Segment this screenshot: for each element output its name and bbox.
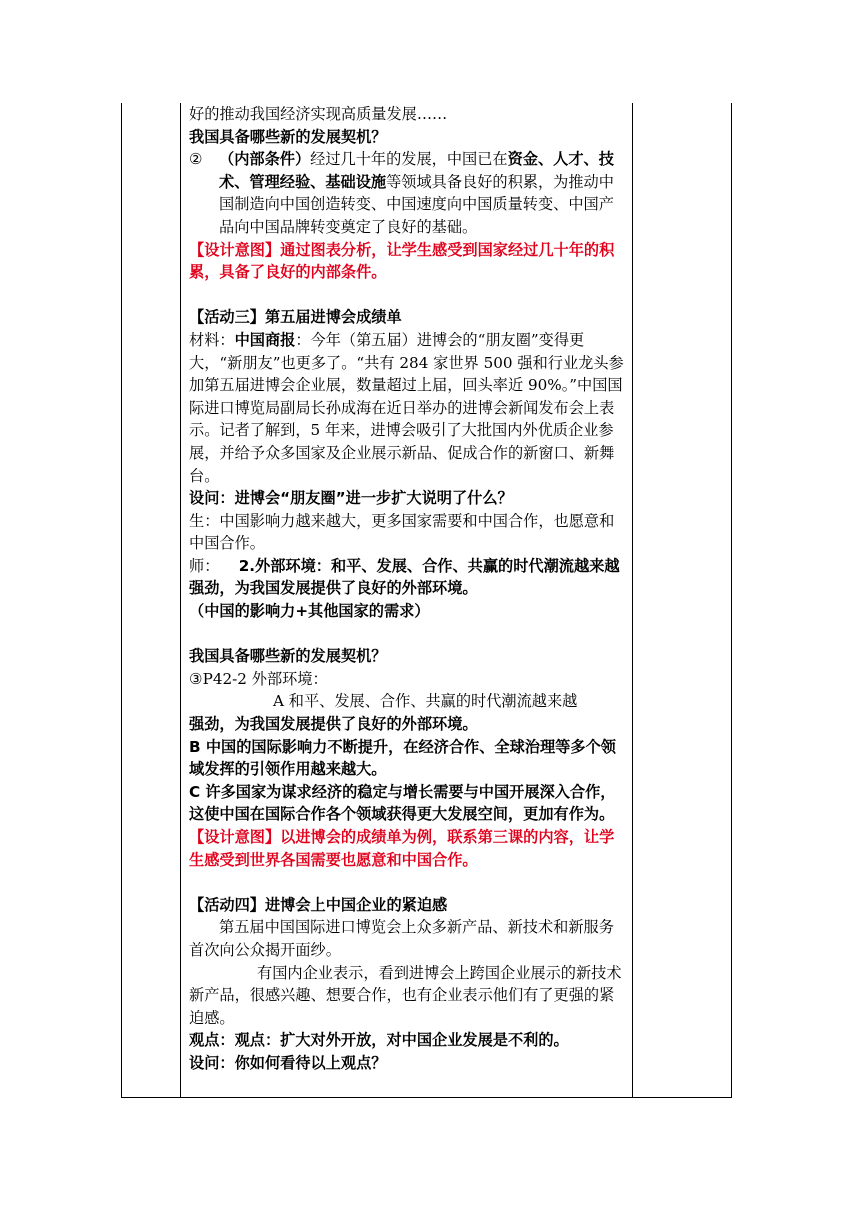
section-label: ③P42-2 外部环境： [189, 669, 328, 688]
viewpoint-line: 观点：观点：扩大对外开放，对中国企业发展是不利的。 [189, 1031, 569, 1050]
table-border-col1 [180, 103, 181, 1097]
teacher-statement [189, 555, 629, 600]
teacher-label: 师： [189, 556, 220, 575]
text-span: 经过几十年的发展，中国已在 [310, 150, 508, 169]
design-intent-text: 通过图表分析，让学生感受到国家经过几十年的积累，具备了良好的内部条件。 [189, 240, 615, 282]
question-line: 设问：进博会“朋友圈”进一步扩大说明了什么？ [189, 489, 513, 508]
text-line: 好的推动我国经济实现高质量发展…… [189, 105, 448, 123]
question-line: 设问：你如何看待以上观点？ [189, 1053, 387, 1072]
point-a-rest: 强劲，为我国发展提供了良好的外部环境。 [189, 715, 478, 734]
activity-four-heading: 【活动四】进博会上中国企业的紧迫感 [189, 895, 448, 914]
material-source: 中国商报 [234, 330, 296, 349]
design-intent-note [189, 826, 629, 871]
question-heading: 我国具备哪些新的发展契机？ [189, 647, 387, 666]
point-b: B 中国的国际影响力不断提升，在经济合作、全球治理等多个领域发挥的引领作用越来越大。 [189, 737, 616, 779]
point-c: C 许多国家为谋求经济的稳定与增长需要与中国开展深入合作，这使中国在国际合作各个领域获得更大发展空间，更加有作为。 [189, 782, 616, 824]
material-label: 材料： [189, 330, 235, 349]
summary-note: （中国的影响力+其他国家的需求） [189, 602, 430, 621]
design-intent-text: 以进博会的成绩单为例，联系第三课的内容，让学生感受到世界各国需要也愿意和中国合作。 [189, 828, 615, 869]
student-answer: 生：中国影响力越来越大，更多国家需要和中国合作，也愿意和中国合作。 [189, 511, 615, 553]
material-paragraph [189, 329, 629, 487]
activity-three-heading: 【活动三】第五届进博会成绩单 [189, 308, 402, 327]
table-border-left [121, 103, 122, 1097]
question-heading: 我国具备哪些新的发展契机？ [189, 127, 387, 146]
point-a [189, 690, 629, 735]
item-number: ② [189, 150, 203, 169]
table-border-right [731, 103, 732, 1097]
point-a-first: A 和平、发展、合作、共赢的时代潮流越来越 [273, 692, 578, 711]
material-text: ：今年（第五届）进博会的“朋友圈”变得更大，“新朋友”也更多了。“共有 284 家世界 500 强和行业龙头参加第五届进博会企业展，数量超过上届，回头率近 90%。”中国国际进口博览局副局长孙成海在近日举办的进博会新闻发布会上表示。记者了解到，5 年来，进博会吸引了大批国内外优质企业参展，并给予众多国家及企业展示新品、促成合作的新窗口、新舞台。 [189, 330, 624, 485]
design-intent-label: 【设计意图】 [189, 240, 281, 259]
text-span: 等领域具备良好的积累，为推动中国制造向中国创造转变、中国速度向中国质量转变、中国产品向中国品牌转变奠定了良好的基础。 [219, 172, 614, 236]
lesson-content-cell [189, 103, 629, 1075]
table-border-col2 [632, 103, 633, 1097]
table-border-bottom [121, 1097, 732, 1098]
text-paragraph: 第五届中国国际进口博览会上众多新产品、新技术和新服务首次向公众揭开面纱。 [189, 918, 614, 959]
internal-conditions-item [189, 148, 629, 238]
item-label: （内部条件） [219, 150, 311, 169]
design-intent-label: 【设计意图】 [189, 828, 281, 846]
teacher-text: 2.外部环境：和平、发展、合作、共赢的时代潮流越来越强劲，为我国发展提供了良好的外部环境。 [189, 556, 620, 598]
text-paragraph: 有国内企业表示，看到进博会上跨国企业展示的新技术新产品，很感兴趣、想要合作，也有企业表示他们有了更强的紧迫感。 [189, 963, 622, 1027]
design-intent-note [189, 239, 629, 284]
emphasis-span: 资金、人才、技术、管理经验、基础设施 [219, 150, 614, 191]
